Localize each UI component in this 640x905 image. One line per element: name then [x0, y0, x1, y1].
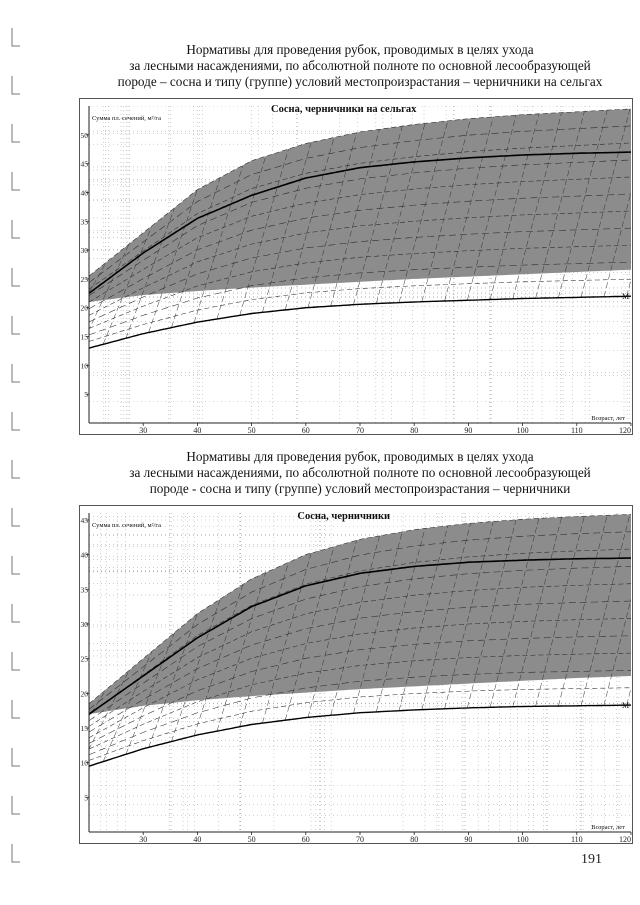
- x-axis-label: Возраст, лет: [591, 415, 625, 422]
- caption-line: породе - сосна и типу (группе) условий местопроизрастания – черничники: [149, 481, 571, 496]
- chart-caption-2: [80, 449, 640, 497]
- x-tick-label: 40: [193, 426, 202, 435]
- x-tick-label: 60: [301, 835, 310, 844]
- curve-label-m: М: [622, 292, 630, 302]
- chart-title: Сосна, черничники на сельгах: [271, 104, 417, 115]
- x-tick-label: 90: [464, 835, 473, 844]
- caption-line: Нормативы для проведения рубок, проводимых в целях ухода: [186, 449, 534, 464]
- y-tick-label: 10: [80, 361, 88, 371]
- x-tick-label: 30: [139, 835, 148, 844]
- y-axis-label: Сумма пл. сечений, м²/га: [92, 115, 161, 122]
- y-tick-label: 5: [84, 390, 88, 400]
- y-axis-label: Сумма пл. сечений, м²/га: [92, 522, 161, 529]
- y-tick-label: 15: [80, 332, 88, 342]
- x-tick-label: 60: [301, 426, 310, 435]
- x-tick-label: 70: [356, 426, 364, 435]
- y-tick-label: 45: [80, 515, 88, 525]
- curve-label-m: М: [622, 701, 630, 711]
- x-tick-label: 100: [516, 426, 529, 435]
- caption-line: Нормативы для проведения рубок, проводимых в целях ухода: [186, 42, 534, 57]
- chart-2-svg: [79, 505, 633, 844]
- chart-caption-1: [80, 42, 640, 90]
- binder-holes: [0, 0, 30, 905]
- chart-1: [79, 98, 633, 435]
- caption-line: породе – сосна и типу (группе) условий местопроизрастания – черничники на сельгах: [117, 74, 603, 89]
- y-tick-label: 25: [80, 274, 88, 284]
- y-tick-label: 10: [80, 758, 88, 768]
- x-tick-label: 120: [619, 426, 631, 435]
- y-tick-label: 25: [80, 654, 88, 664]
- page-number: 191: [581, 852, 602, 867]
- x-tick-label: 80: [410, 835, 419, 844]
- x-axis-label: Возраст, лет: [591, 824, 625, 831]
- x-tick-label: 40: [193, 835, 202, 844]
- caption-line: за лесными насаждениями, по абсолютной полноте по основной лесообразующей: [129, 58, 591, 73]
- y-tick-label: 15: [80, 723, 88, 733]
- y-tick-label: 40: [80, 550, 88, 560]
- x-tick-label: 80: [410, 426, 419, 435]
- x-tick-label: 110: [570, 835, 583, 844]
- y-tick-label: 45: [80, 159, 88, 169]
- y-tick-label: 40: [80, 188, 88, 198]
- x-tick-label: 30: [139, 426, 148, 435]
- y-tick-label: 20: [80, 689, 88, 699]
- y-tick-label: 30: [80, 246, 88, 256]
- x-tick-label: 90: [464, 426, 473, 435]
- y-tick-label: 5: [84, 793, 88, 803]
- x-tick-label: 110: [570, 426, 583, 435]
- x-tick-label: 100: [516, 835, 529, 844]
- x-tick-label: 120: [619, 835, 631, 844]
- chart-title: Сосна, черничники: [297, 511, 391, 522]
- y-tick-label: 20: [80, 303, 88, 313]
- x-tick-label: 50: [247, 835, 256, 844]
- y-tick-label: 35: [80, 217, 88, 227]
- y-tick-label: 35: [80, 585, 88, 595]
- y-tick-label: 30: [80, 619, 88, 629]
- y-tick-label: 50: [80, 130, 88, 140]
- x-tick-label: 70: [356, 835, 364, 844]
- chart-2: [79, 505, 633, 844]
- caption-line: за лесными насаждениями, по абсолютной полноте по основной лесообразующей: [129, 465, 591, 480]
- chart-1-svg: [79, 98, 633, 435]
- x-tick-label: 50: [247, 426, 256, 435]
